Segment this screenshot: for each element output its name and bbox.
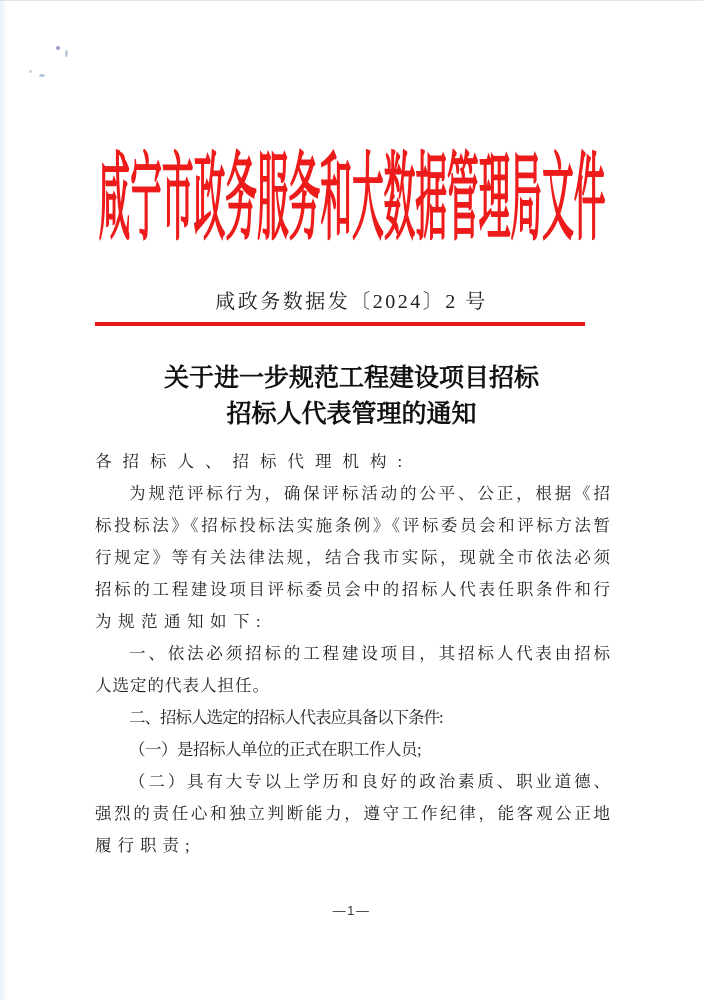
page-number: —1— bbox=[332, 903, 371, 918]
ink-speck bbox=[39, 74, 45, 77]
body-text-line: （一）是招标人单位的正式在职工作人员; bbox=[129, 740, 422, 759]
agency-letterhead-title: 咸宁市政务服务和大数据管理局文件 bbox=[98, 145, 605, 252]
document-title-line2: 招标人代表管理的通知 bbox=[226, 401, 477, 428]
body-text-line: 标投标法》《招标投标法实施条例》《评标委员会和评标方法暂 bbox=[95, 516, 610, 535]
document-title bbox=[0, 361, 703, 433]
body-text-line: 人选定的代表人担任。 bbox=[95, 676, 270, 695]
ink-speck bbox=[56, 46, 60, 50]
letterhead-banner bbox=[0, 146, 703, 252]
body-text-line: 强烈的责任心和独立判断能力，遵守工作纪律，能客观公正地 bbox=[95, 804, 610, 823]
document-reference-number: 咸政务数据发〔2024〕2 号 bbox=[215, 291, 488, 313]
body-text-line: 行规定》等有关法律法规，结合我市实际，现就全市依法必须 bbox=[95, 548, 610, 567]
red-separator-line bbox=[95, 322, 585, 326]
body-text-line: 为规范评标行为，确保评标活动的公平、公正，根据《招 bbox=[129, 484, 610, 503]
body-text-line: 履行职责; bbox=[95, 836, 196, 855]
document-body bbox=[95, 446, 610, 862]
body-text-line: （二）具有大专以上学历和良好的政治素质、职业道德、 bbox=[129, 772, 610, 791]
body-text-line: 为规范通知如下: bbox=[95, 612, 268, 631]
body-text-line: 一、依法必须招标的工程建设项目，其招标人代表由招标 bbox=[129, 644, 610, 663]
body-text-line: 二、招标人选定的招标人代表应具备以下条件: bbox=[129, 708, 443, 727]
ink-speck bbox=[29, 70, 32, 73]
body-text-line: 招标的工程建设项目评标委员会中的招标人代表任职条件和行 bbox=[95, 580, 610, 599]
body-text-line: 各招标人、招标代理机构: bbox=[95, 452, 414, 471]
ink-speck bbox=[65, 50, 68, 57]
document-title-line1: 关于进一步规范工程建设项目招标 bbox=[163, 365, 539, 392]
